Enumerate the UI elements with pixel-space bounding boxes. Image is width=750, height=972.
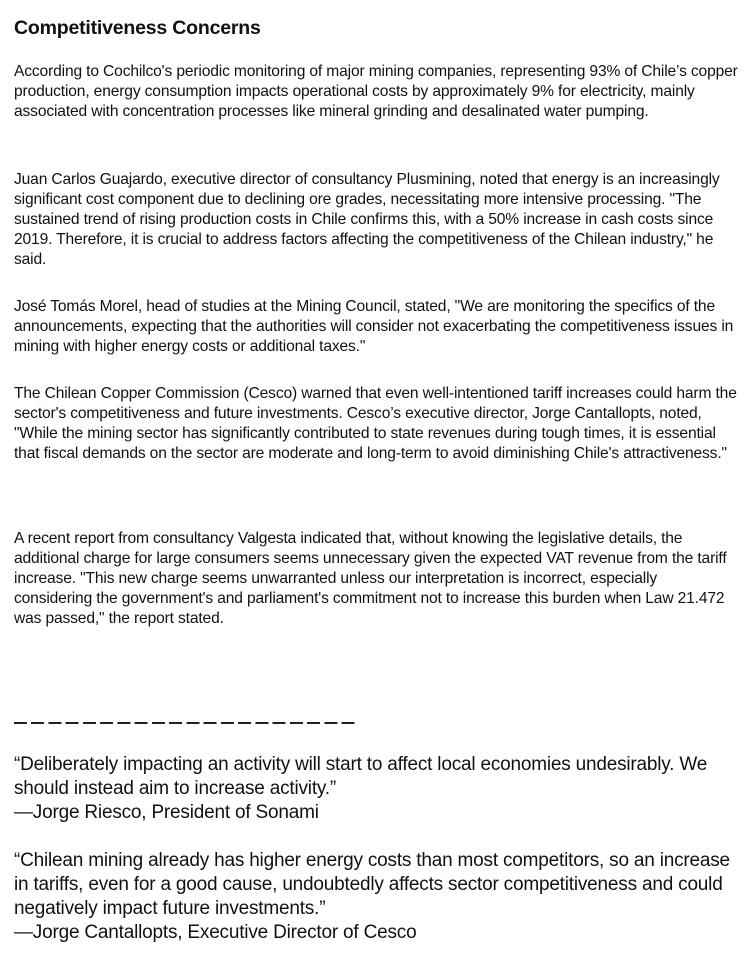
quote-text: “Chilean mining already has higher energy costs than most competitors, so an increase in tariffs, even for a good cause, undoubtedly affects sector competitiveness and could negatively impact future investments.” <box>14 850 730 919</box>
paragraph-valgesta: A recent report from consultancy Valgesta indicated that, without knowing the legislative details, the additional charge for large consumers seems unnecessary given the expected VAT revenue from the tariff increase. "This new charge seems unwarranted unless our interpretation is incorrect, especially considering the government's and parliament's commitment not to increase this burden when Law 21.472 was passed," the report stated. <box>14 530 727 627</box>
dashed-divider <box>14 722 359 724</box>
pull-quote <box>14 849 739 945</box>
paragraph-cochilco: According to Cochilco's periodic monitoring of major mining companies, representing 93% of Chile’s copper production, energy consumption impacts operational costs by approximately 9% for electricity, mainly associated with concentration processes like mineral grinding and desalinated water pumping. <box>14 63 738 120</box>
section-title: Competitiveness Concerns <box>14 17 261 39</box>
quote-text: “Deliberately impacting an activity will start to affect local economies undesirably. We should instead aim to increase activity.” <box>14 754 708 799</box>
quote-attribution: —Jorge Cantallopts, Executive Director of Cesco <box>14 922 417 943</box>
paragraph-guajardo: Juan Carlos Guajardo, executive director of consultancy Plusmining, noted that energy is an increasingly significant cost component due to declining ore grades, necessitating more intensive processing. "The sustained trend of rising production costs in Chile confirms this, with a 50% increase in cash costs since 2019. Therefore, it is crucial to address factors affecting the competitiveness of the Chilean industry," he said. <box>14 171 720 268</box>
quote-attribution: —Jorge Riesco, President of Sonami <box>14 802 319 823</box>
pull-quote <box>14 753 739 825</box>
paragraph-morel: José Tomás Morel, head of studies at the Mining Council, stated, "We are monitoring the specifics of the announcements, expecting that the authorities will consider not exacerbating the competitiveness issues in mining with higher energy costs or additional taxes." <box>14 298 734 355</box>
paragraph-cesco: The Chilean Copper Commission (Cesco) warned that even well-intentioned tariff increases could harm the sector's competitiveness and future investments. Cesco’s executive director, Jorge Cantallopts, noted, "While the mining sector has significantly contributed to state revenues during tough times, it is essential that fiscal demands on the sector are moderate and long-term to avoid diminishing Chile's attractiveness." <box>14 385 737 462</box>
